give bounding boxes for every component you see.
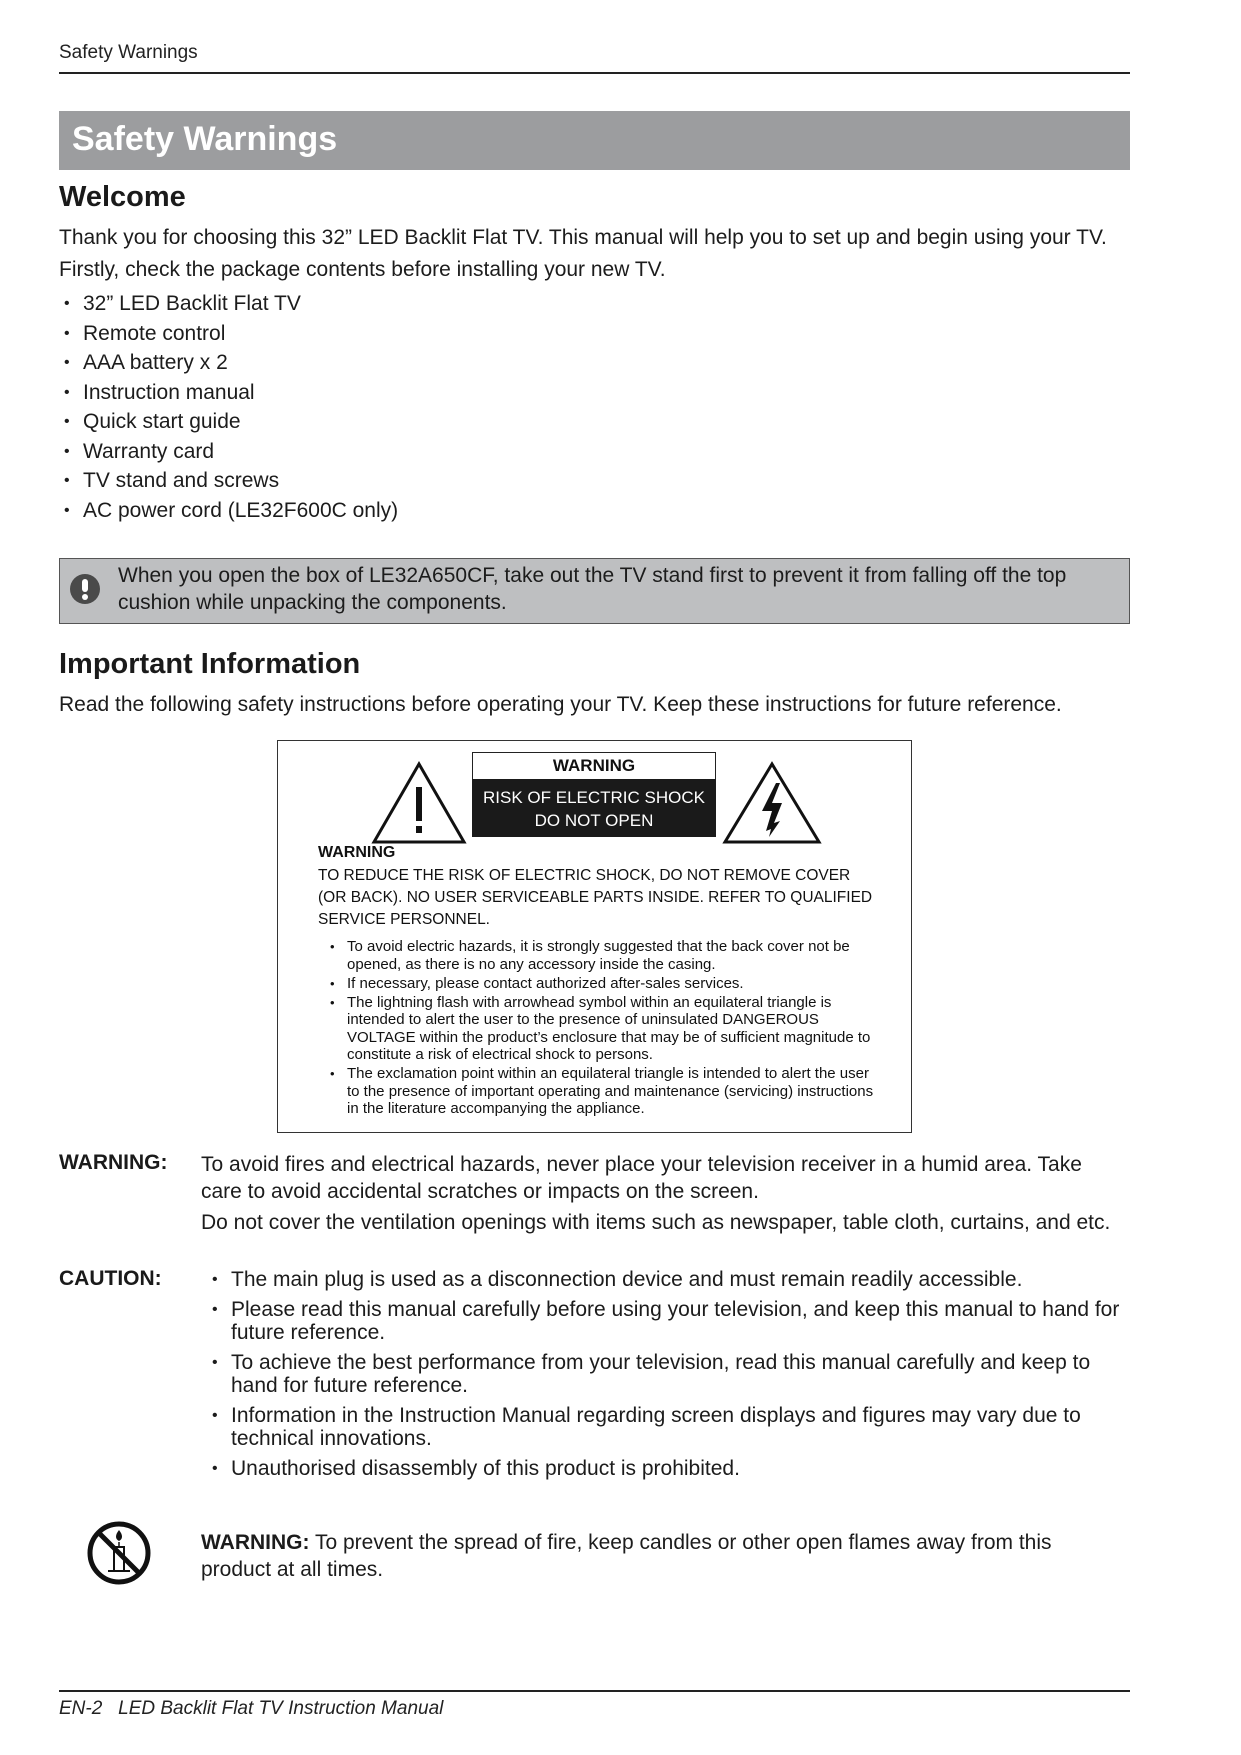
warning-paragraph-2: Do not cover the ventilation openings with items such as newspaper, table cloth, curtains, and etc. [201,1211,1111,1234]
warning-label-line: DO NOT OPEN [534,811,654,830]
list-item: • 32” LED Backlit Flat TV [59,289,759,319]
caution-label-text: CAUTION: [59,1267,162,1290]
warning-box-paragraph: TO REDUCE THE RISK OF ELECTRIC SHOCK, DO NOT REMOVE COVER (OR BACK). NO USER SERVICEABLE PARTS INSIDE. REFER TO QUALIFIED SERVICE PERSONNEL. [318,867,873,928]
important-intro: Read the following safety instructions before operating your TV. Keep these instructions for future reference. [59,693,1062,716]
caution-list [201,1268,1131,1487]
note-text: When you open the box of LE32A650CF, take out the TV stand first to prevent it from falling off the top cushion while unpacking the components. [118,564,1067,614]
welcome-intro-line2: Firstly, check the package contents before installing your new TV. [59,258,666,281]
list-item: • Please read this manual carefully before using your television, and keep this manual to hand for future reference. [201,1298,1131,1344]
list-item: • Unauthorised disassembly of this product is prohibited. [201,1457,1131,1480]
list-item: • Remote control [59,319,759,349]
running-header: Safety Warnings [59,42,198,63]
important-heading: Important Information [59,648,361,680]
no-candle-icon [86,1520,152,1586]
warning-box-list [318,938,883,1119]
lightning-triangle-icon [722,761,822,845]
list-item: • Information in the Instruction Manual regarding screen displays and figures may vary due to technical innovations. [201,1404,1131,1450]
list-item: • TV stand and screws [59,466,759,496]
warning-label-line: RISK OF ELECTRIC SHOCK [483,788,705,807]
list-item: • To achieve the best performance from your television, read this manual carefully and keep to hand for future reference. [201,1351,1131,1397]
header-rule [59,72,1130,74]
list-item: • If necessary, please contact authorized after-sales services. [318,975,883,993]
page-title: Safety Warnings [72,120,338,158]
warning-box-heading: WARNING [318,844,396,861]
welcome-heading: Welcome [59,181,186,213]
flame-warning-body: To prevent the spread of fire, keep candles or other open flames away from this product at all times. [201,1531,1052,1581]
list-item: • AC power cord (LE32F600C only) [59,496,759,526]
footer-rule [59,1690,1130,1692]
list-item: • Quick start guide [59,407,759,437]
warning-paragraph-1: To avoid fires and electrical hazards, never place your television receiver in a humid area. Take care to avoid accidental scratches or impacts on the screen. [201,1153,1082,1203]
list-item: • To avoid electric hazards, it is strongly suggested that the back cover not be opened, as there is no any accessory inside the casing. [318,938,883,973]
list-item: • Warranty card [59,437,759,467]
warning-label-text: WARNING: [59,1151,168,1174]
page-footer: EN-2 LED Backlit Flat TV Instruction Manual [59,1698,444,1719]
flame-warning-label: WARNING: [201,1531,310,1554]
welcome-intro-line1: Thank you for choosing this 32” LED Backlit Flat TV. This manual will help you to set up and begin using your TV. [59,226,1107,249]
package-contents-list [59,289,759,525]
list-item: • The exclamation point within an equilateral triangle is intended to alert the user to the presence of important operating and maintenance (servicing) instructions in the literature accompanying the appliance. [318,1065,883,1118]
flame-warning-text [201,1529,1101,1583]
note-box [59,558,1130,624]
list-item: • AAA battery x 2 [59,348,759,378]
warning-label [472,752,716,837]
list-item: • Instruction manual [59,378,759,408]
exclamation-triangle-icon [371,761,467,845]
section-title-bar [59,111,1130,170]
warning-label-title: WARNING [472,752,716,779]
list-item: • The main plug is used as a disconnection device and must remain readily accessible. [201,1268,1131,1291]
exclamation-icon [70,574,100,604]
electric-shock-warning-box [277,740,912,1133]
list-item: • The lightning flash with arrowhead symbol within an equilateral triangle is intended to alert the user to the presence of uninsulated DANGEROUS VOLTAGE within the product’s enclosure that may be of sufficient magnitude to constitute a risk of electrical shock to persons. [318,994,883,1064]
warning-label-body [472,779,716,837]
